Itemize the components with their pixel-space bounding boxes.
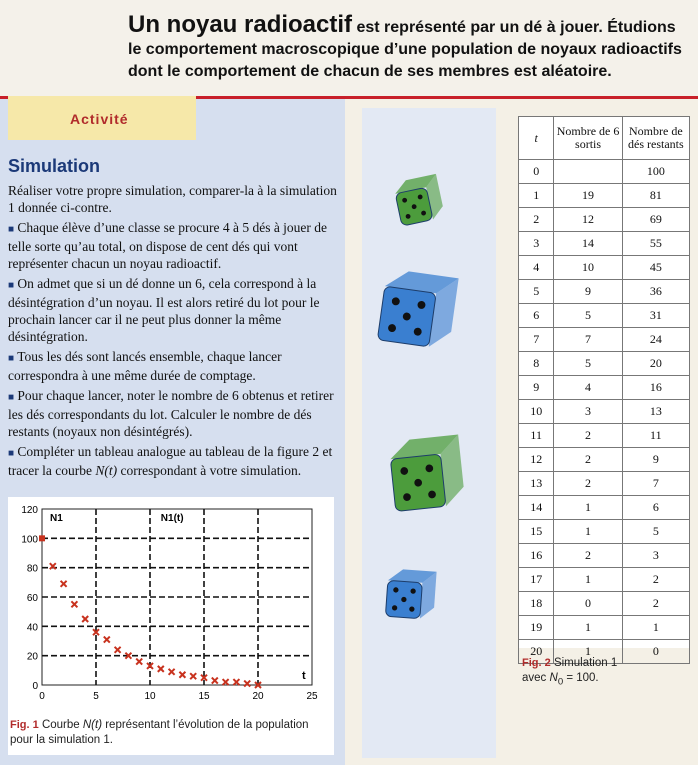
table-row <box>519 328 690 352</box>
table-row <box>519 424 690 448</box>
cell-remaining: 45 <box>622 256 689 280</box>
cell-t: 9 <box>519 376 554 400</box>
data-point <box>39 535 45 541</box>
simulation-body <box>8 182 338 482</box>
y-tick-label: 120 <box>21 505 38 516</box>
cell-t: 17 <box>519 568 554 592</box>
x-tick-label: 5 <box>93 691 99 702</box>
cell-t: 6 <box>519 304 554 328</box>
cell-remaining: 1 <box>622 616 689 640</box>
fig2-text: avec <box>522 672 550 684</box>
table-row <box>519 232 690 256</box>
cell-remaining: 5 <box>622 520 689 544</box>
cell-sixes: 19 <box>554 184 622 208</box>
simulation-title: Simulation <box>8 156 101 176</box>
cell-remaining: 81 <box>622 184 689 208</box>
table-row <box>519 616 690 640</box>
fig1-label: Fig. 1 <box>10 719 39 731</box>
bullet-icon: ■ <box>8 353 15 364</box>
table-row <box>519 160 690 184</box>
chart-svg <box>8 497 334 712</box>
cell-t: 14 <box>519 496 554 520</box>
green-die-small <box>393 174 445 226</box>
paragraph <box>8 443 338 479</box>
cell-t: 7 <box>519 328 554 352</box>
table-row <box>519 448 690 472</box>
cell-sixes: 1 <box>554 640 622 664</box>
cell-t: 20 <box>519 640 554 664</box>
dice-illustration <box>362 108 496 758</box>
cell-t: 3 <box>519 232 554 256</box>
table-row <box>519 592 690 616</box>
activity-banner <box>8 96 196 140</box>
table-row <box>519 496 690 520</box>
paragraph <box>8 219 338 272</box>
cell-t: 8 <box>519 352 554 376</box>
y-tick-label: 80 <box>26 563 38 575</box>
cell-t: 12 <box>519 448 554 472</box>
cell-sixes: 5 <box>554 304 622 328</box>
fig1-text: Courbe <box>41 719 83 731</box>
cell-remaining: 16 <box>622 376 689 400</box>
cell-remaining: 11 <box>622 424 689 448</box>
cell-t: 4 <box>519 256 554 280</box>
cell-remaining: 20 <box>622 352 689 376</box>
cell-t: 16 <box>519 544 554 568</box>
table-row <box>519 544 690 568</box>
x-tick-label: 25 <box>306 691 318 702</box>
header-sixes: Nombre de 6 sortis <box>554 117 622 160</box>
activity-label: Activité <box>70 111 129 127</box>
table-row <box>519 184 690 208</box>
cell-sixes: 1 <box>554 616 622 640</box>
x-tick-label: 15 <box>198 691 210 702</box>
cell-sixes: 5 <box>554 352 622 376</box>
fig2-math: N <box>549 672 558 684</box>
cell-remaining: 55 <box>622 232 689 256</box>
cell-sixes: 10 <box>554 256 622 280</box>
table-row <box>519 304 690 328</box>
cell-t: 11 <box>519 424 554 448</box>
cell-t: 19 <box>519 616 554 640</box>
table-row <box>519 568 690 592</box>
cell-sixes: 4 <box>554 376 622 400</box>
cell-remaining: 7 <box>622 472 689 496</box>
cell-remaining: 0 <box>622 640 689 664</box>
cell-sixes: 12 <box>554 208 622 232</box>
fig2-caption <box>522 656 692 689</box>
cell-t: 5 <box>519 280 554 304</box>
table-header-row <box>519 117 690 160</box>
table-row <box>519 520 690 544</box>
cell-sixes: 9 <box>554 280 622 304</box>
cell-sixes: 2 <box>554 448 622 472</box>
fig1-caption <box>10 718 332 748</box>
table-row <box>519 256 690 280</box>
fig2-text: = 100. <box>563 672 599 684</box>
paragraph-text: On admet que si un dé donne un 6, cela correspond à la désintégration d’un noyau. Il est alors retiré du lot pour le prochain lancer car il ne peut plus donner la même désintégration. <box>8 276 320 344</box>
paragraph-text: Compléter un tableau analogue au tableau de la figure 2 et tracer la courbe <box>8 444 333 478</box>
y-tick-label: 60 <box>26 593 38 604</box>
chart-figure-1 <box>8 497 334 755</box>
x-tick-label: 20 <box>252 691 264 702</box>
math-symbol: N(t) <box>95 463 118 478</box>
cell-sixes: 14 <box>554 232 622 256</box>
cell-remaining: 31 <box>622 304 689 328</box>
cell-remaining: 9 <box>622 448 689 472</box>
header-remaining: Nombre de dés restants <box>622 117 689 160</box>
cell-remaining: 3 <box>622 544 689 568</box>
cell-t: 10 <box>519 400 554 424</box>
legend-label-n1t: N1(t) <box>160 513 184 524</box>
cell-sixes: 1 <box>554 496 622 520</box>
simulation-table <box>518 116 690 658</box>
cell-remaining: 13 <box>622 400 689 424</box>
fig1-text: représentant l’évolution de la population pour la simulation 1. <box>10 719 309 746</box>
table-row <box>519 472 690 496</box>
blue-die-large <box>377 268 458 349</box>
cell-remaining: 6 <box>622 496 689 520</box>
cell-t: 15 <box>519 520 554 544</box>
y-tick-label: 40 <box>26 622 38 634</box>
fig2-text: Simulation 1 <box>553 657 618 669</box>
cell-remaining: 36 <box>622 280 689 304</box>
cell-sixes: 2 <box>554 472 622 496</box>
blue-die-small <box>385 568 436 619</box>
paragraph-text: Pour chaque lancer, noter le nombre de 6 obtenus et retirer les dés correspondants du lot. Calculer le nombre de dés restants (noyaux non désintégrés). <box>8 388 334 439</box>
x-tick-label: 10 <box>144 691 156 702</box>
paragraph <box>8 348 338 384</box>
cell-remaining: 2 <box>622 592 689 616</box>
table-row <box>519 376 690 400</box>
table-row <box>519 208 690 232</box>
green-die-large <box>389 435 466 512</box>
header-t-text: t <box>534 130 538 145</box>
paragraph-text: Réaliser votre propre simulation, comparer-la à la simulation 1 donnée ci-contre. <box>8 183 337 215</box>
y-tick-label: 0 <box>32 681 38 692</box>
cell-remaining: 2 <box>622 568 689 592</box>
bullet-icon: ■ <box>8 224 15 235</box>
cell-sixes: 2 <box>554 424 622 448</box>
cell-remaining: 69 <box>622 208 689 232</box>
bullet-icon: ■ <box>8 280 15 291</box>
y-tick-label: 20 <box>26 651 38 663</box>
bullet-icon: ■ <box>8 392 15 403</box>
paragraph-text: Tous les dés sont lancés ensemble, chaque lancer correspondra à une même durée de comptage. <box>8 349 282 383</box>
dice-svg <box>362 108 496 758</box>
legend-label-n1: N1 <box>50 513 63 524</box>
cell-t: 13 <box>519 472 554 496</box>
paragraph <box>8 387 338 440</box>
cell-sixes: 2 <box>554 544 622 568</box>
cell-remaining: 100 <box>622 160 689 184</box>
intro-lead: Un noyau radioactif <box>128 11 353 38</box>
cell-sixes: 7 <box>554 328 622 352</box>
x-tick-label: 0 <box>39 691 45 702</box>
paragraph-text: Chaque élève d’une classe se procure 4 à 5 dés à jouer de telle sorte qu’au total, on dispose de cent dés qui vont représenter chacun un noyau radioactif. <box>8 220 328 271</box>
cell-t: 2 <box>519 208 554 232</box>
table-row <box>519 400 690 424</box>
y-tick-label: 100 <box>21 534 38 546</box>
intro-rest: est représenté par un dé à jouer. Étudions le comportement macroscopique d’une population de noyaux radioactifs dont le comportement de chacun de ses membres est aléatoire. <box>128 19 682 80</box>
paragraph-text: correspondant à votre simulation. <box>117 463 302 478</box>
data-table <box>518 116 690 664</box>
paragraph <box>8 182 338 216</box>
cell-sixes: 3 <box>554 400 622 424</box>
cell-sixes: 1 <box>554 568 622 592</box>
cell-sixes: 0 <box>554 592 622 616</box>
cell-t: 0 <box>519 160 554 184</box>
intro-text <box>128 11 693 83</box>
fig2-label: Fig. 2 <box>522 657 551 669</box>
x-axis-label: t <box>302 670 306 682</box>
cell-t: 1 <box>519 184 554 208</box>
table-row <box>519 352 690 376</box>
fig1-math: N(t) <box>82 719 103 731</box>
header-t <box>519 117 554 160</box>
cell-sixes <box>554 160 622 184</box>
paragraph <box>8 275 338 345</box>
cell-sixes: 1 <box>554 520 622 544</box>
table-row <box>519 280 690 304</box>
fig2-sub: 0 <box>557 676 564 688</box>
cell-t: 18 <box>519 592 554 616</box>
bullet-icon: ■ <box>8 448 15 459</box>
cell-remaining: 24 <box>622 328 689 352</box>
